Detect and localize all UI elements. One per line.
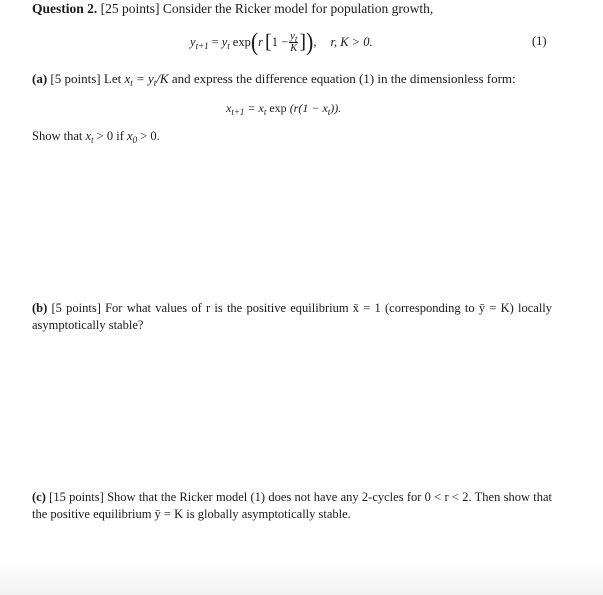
eq2-inner: $(r(1 - x_t))$. xyxy=(289,101,342,117)
part-a-text-before: Let xyxy=(103,71,122,86)
part-a-prompt xyxy=(32,71,516,87)
part-a-show xyxy=(32,129,160,144)
page-bottom-shade xyxy=(0,560,603,595)
eq1-rhs-var: $y_t$ xyxy=(221,34,230,51)
eq2-mid: = $x_t$ xyxy=(244,101,267,117)
eq2-lhs: $x_{t+1}$ xyxy=(226,101,245,117)
eq2-exp: exp xyxy=(266,101,287,115)
eq1-r: r xyxy=(258,34,264,49)
eq1-one-minus: 1 − xyxy=(271,34,289,49)
part-a-points: [5 points] xyxy=(50,71,101,86)
eq1-equals: = xyxy=(211,34,219,49)
part-c-label: (c) xyxy=(32,490,46,504)
eq1-close-paren: ) xyxy=(306,27,314,56)
eq1-frac-num: $y_t$ xyxy=(290,30,298,44)
eq1-exp: exp xyxy=(232,34,251,49)
part-b-label: (b) xyxy=(32,301,48,315)
part-a-text-after: and express the difference equation (1) in the dimensionless form: xyxy=(171,71,516,86)
part-a-definition: $x_t = y_t/K$ xyxy=(124,71,169,88)
part-b-points: [5 points] xyxy=(51,301,101,315)
show-condition: $x_t > 0$ if $x_0 > 0$. xyxy=(85,129,160,145)
part-a-label: (a) xyxy=(32,71,48,86)
eq1-lhs: $y_{t+1}$ xyxy=(190,34,209,51)
part-c-text: Show that the Ricker model (1) does not have any 2-cycles for 0 < r < 2. Then show that the positive equilibrium ȳ = K is globally asymptotically stable. xyxy=(32,490,553,521)
dimensionless-equation xyxy=(226,101,341,116)
part-b-text: For what values of r is the positive equilibrium x̄ = 1 (corresponding to ȳ = K) locally asymptotically stable? xyxy=(32,301,553,332)
eq1-open-paren: ( xyxy=(250,27,259,56)
eq1-frac-den: K xyxy=(290,42,298,54)
eq1-close-bracket: ] xyxy=(299,31,307,53)
question-header xyxy=(32,0,433,18)
question-points: [25 points] xyxy=(100,1,160,16)
equation-number: (1) xyxy=(532,34,547,48)
part-b-prompt xyxy=(32,300,552,333)
eq1-open-bracket: [ xyxy=(265,31,272,53)
part-c-points: [15 points] xyxy=(49,490,104,504)
question-intro: Consider the Ricker model for population growth, xyxy=(162,1,434,16)
show-text: Show that xyxy=(32,129,83,143)
ricker-equation xyxy=(190,28,373,56)
eq1-fraction xyxy=(289,31,298,54)
part-c-prompt xyxy=(32,489,552,522)
eq1-comma: , xyxy=(313,34,317,49)
eq1-conditions: r, K > 0. xyxy=(330,34,373,49)
question-label: Question 2. xyxy=(32,1,98,16)
